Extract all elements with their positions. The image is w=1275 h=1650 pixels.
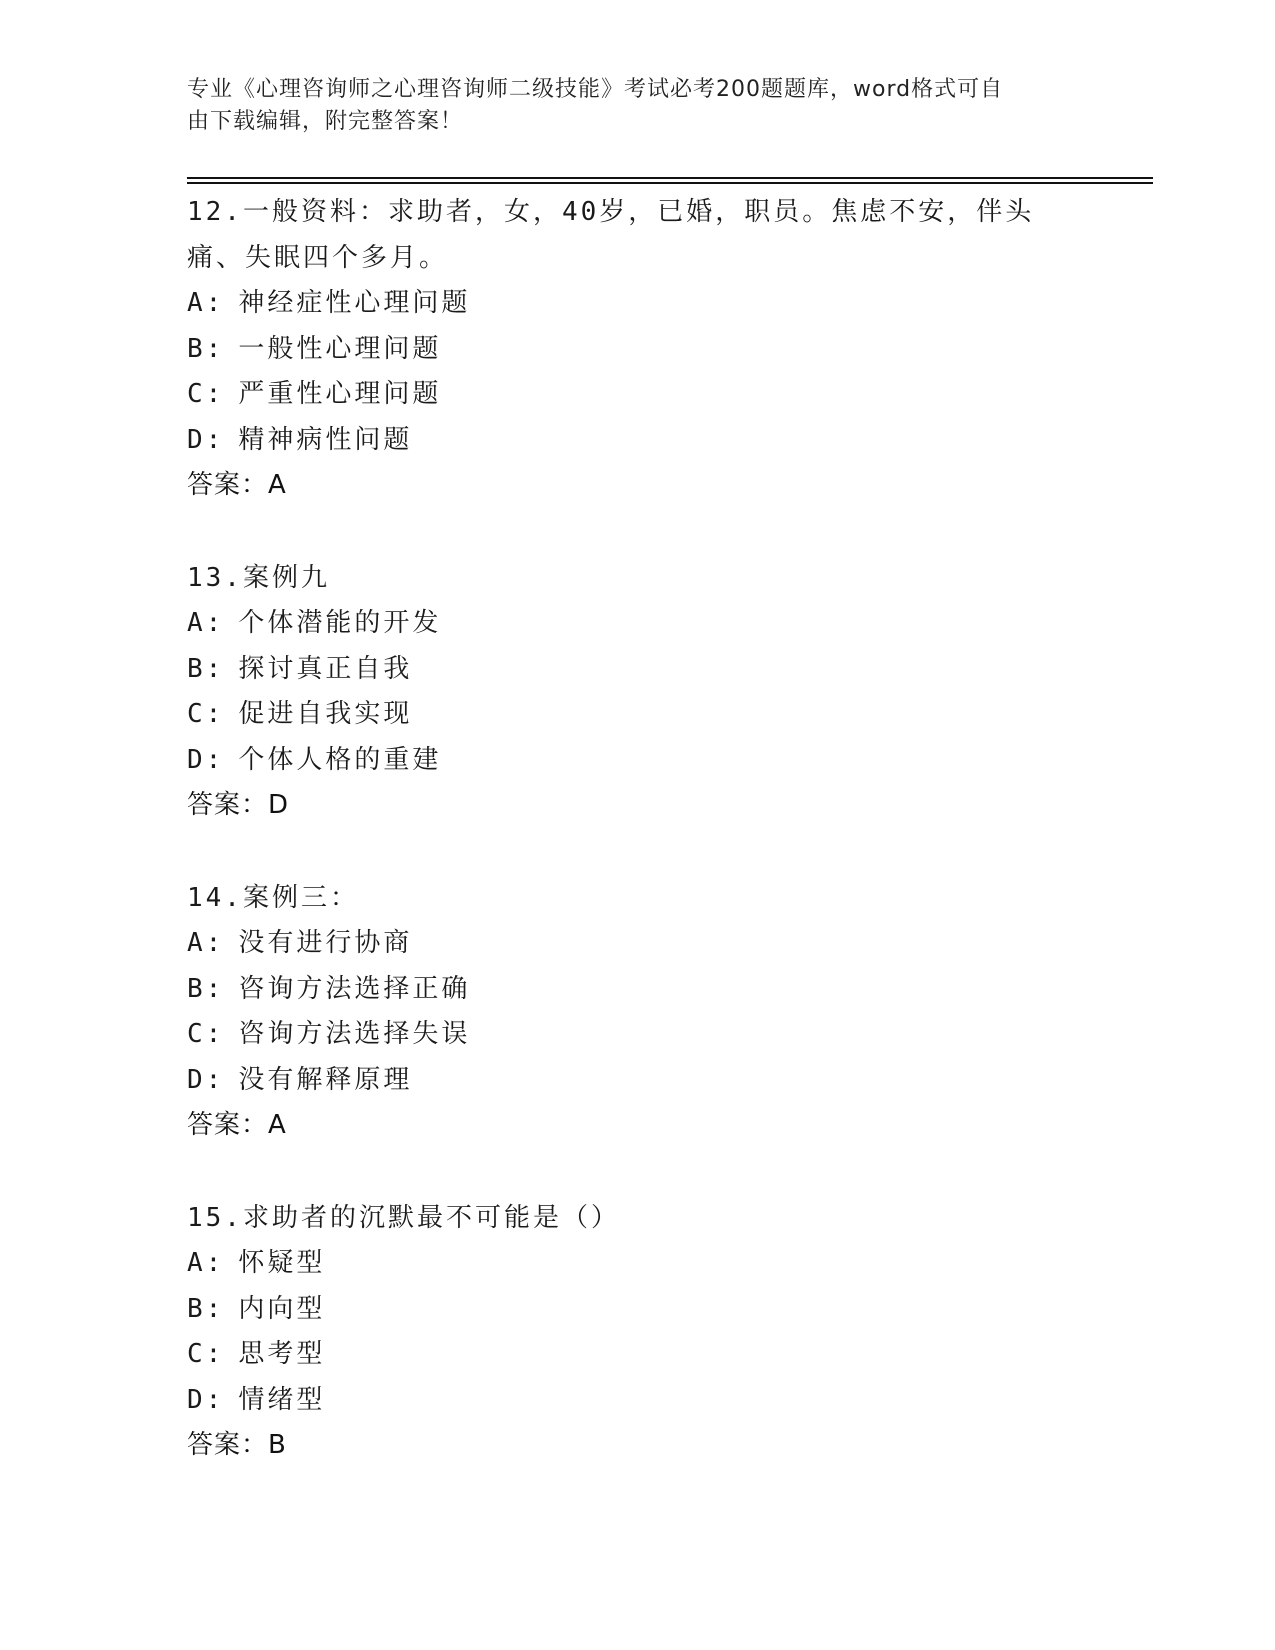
option-text: 咨询方法选择正确 (238, 973, 471, 1004)
option-letter: C: (187, 1019, 225, 1049)
option-a (187, 1241, 1087, 1287)
option-letter: D: (187, 1064, 225, 1095)
option-c (187, 692, 1087, 738)
option-letter: A: (187, 608, 225, 638)
option-text: 促进自我实现 (238, 699, 413, 729)
option-b (187, 647, 1087, 693)
option-c (187, 1012, 1087, 1058)
answer-line: 答案：B (187, 1430, 287, 1460)
question-stem: 15.求助者的沉默最不可能是（） (187, 1202, 620, 1233)
answer-line: 答案：A (187, 470, 287, 500)
option-letter: B: (187, 1293, 225, 1324)
option-text: 神经症性心理问题 (238, 288, 471, 318)
option-letter: D: (187, 1384, 225, 1415)
option-letter: D: (187, 744, 225, 775)
option-b (187, 967, 1087, 1013)
question-15 (187, 1196, 1087, 1469)
question-stem: 14.案例三： (187, 882, 359, 913)
option-letter: C: (187, 379, 225, 409)
document-header (187, 74, 1067, 138)
header-divider-bottom (187, 182, 1153, 184)
question-list (187, 190, 1087, 1516)
option-letter: A: (187, 288, 225, 318)
option-b (187, 327, 1087, 373)
option-d (187, 418, 1087, 464)
option-text: 没有解释原理 (238, 1064, 413, 1095)
option-text: 精神病性问题 (238, 424, 413, 455)
question-14 (187, 876, 1087, 1149)
option-a (187, 601, 1087, 647)
question-13 (187, 556, 1087, 829)
answer-line: 答案：D (187, 790, 290, 820)
option-letter: B: (187, 973, 225, 1004)
option-text: 怀疑型 (238, 1248, 326, 1278)
option-d (187, 1378, 1087, 1424)
option-text: 探讨真正自我 (238, 653, 413, 684)
question-stem: 12.一般资料：求助者，女，40岁，已婚，职员。焦虑不安，伴头痛、失眠四个多月。 (187, 197, 1035, 273)
option-c (187, 1332, 1087, 1378)
option-letter: C: (187, 1339, 225, 1369)
option-letter: D: (187, 424, 225, 455)
option-text: 个体潜能的开发 (238, 608, 442, 638)
option-text: 咨询方法选择失误 (238, 1019, 471, 1049)
option-d (187, 1058, 1087, 1104)
question-stem: 13.案例九 (187, 562, 330, 593)
answer-line: 答案：A (187, 1110, 287, 1140)
option-text: 严重性心理问题 (238, 379, 442, 409)
option-text: 思考型 (238, 1339, 326, 1369)
option-letter: B: (187, 333, 225, 364)
option-c (187, 372, 1087, 418)
header-line-2: 由下载编辑，附完整答案！ (187, 109, 464, 134)
header-divider-top (187, 177, 1153, 179)
option-a (187, 281, 1087, 327)
option-a (187, 921, 1087, 967)
option-text: 内向型 (238, 1293, 326, 1324)
option-text: 一般性心理问题 (238, 333, 442, 364)
option-letter: A: (187, 928, 225, 958)
question-12 (187, 190, 1087, 509)
option-letter: A: (187, 1248, 225, 1278)
option-d (187, 738, 1087, 784)
option-letter: C: (187, 699, 225, 729)
header-line-1: 专业《心理咨询师之心理咨询师二级技能》考试必考200题题库，word格式可自 (187, 77, 1004, 102)
option-b (187, 1287, 1087, 1333)
option-text: 情绪型 (238, 1384, 326, 1415)
option-text: 没有进行协商 (238, 928, 413, 958)
option-letter: B: (187, 653, 225, 684)
option-text: 个体人格的重建 (238, 744, 442, 775)
